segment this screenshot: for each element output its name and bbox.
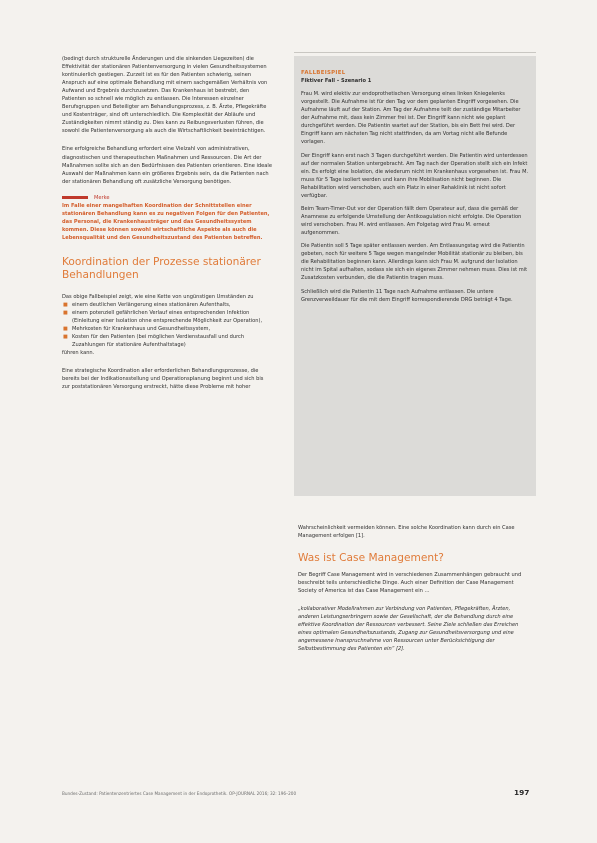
- merke-text: Im Falle einer mangelhaften Koordination der Schnittstellen einer stationären Behandlung kann es zu negativen Folgen für den Patienten, das Personal, die Krankenhausträger und das Gesundheitssystem kommen. Diese können sowohl wirtschaftliche Aspekte als auch die Lebensqualität und den Gesundheitszustand des Patienten betreffen.: [62, 202, 270, 241]
- body-paragraph: Der Begriff Case Management wird in verschiedenen Zusammenhängen gebraucht und beschreibt teils unterschiedliche Dinge. Auch einer Definition der Case Management Society of America ist das Case Management ein …: [298, 571, 522, 594]
- case-paragraph: Die Patientin soll 5 Tage später entlassen werden. Am Entlassungstag wird die Patientin gebeten, noch für weitere 5 Tage wegen mangelnder Mobilität stationär zu bleiben, bis die Rehabilitation beginnen kann. Allerdings kann sich Frau M. aufgrund der Isolation nicht im Spital aufhalten, sodass sie sich ein eigenes Zimmer nehmen muss. Dies ist mit Zusatzkosten verbunden, die die Patientin tragen muss.: [301, 243, 528, 282]
- left-column: [62, 55, 272, 392]
- list-item-text: Mehrkosten für Krankenhaus und Gesundheitssystem,: [72, 326, 211, 333]
- merke-bar-icon: [62, 196, 88, 199]
- definition-quote: „kollaborativer Modellrahmen zur Verbindung von Patienten, Pflegekräften, Ärzten, anderen Leistungserbringern sowie der Gesellschaft, der die Behandlung durch eine effektive Koordination der Ressourcen verbessert. Seine Ziele schließen das Erreichen eines optimalen Gesundheitszustands, Zugang zur Gesundheitsversorgung und eine angemessene Inanspruchnahme von Ressourcen unter Berücksichtigung der Selbstbestimmung des Patienten ein“ [2].: [298, 605, 519, 652]
- list-item-text: Kosten für den Patienten (bei möglichen Verdienstausfall und durch Zuzahlungen für stationäre Aufenthaltstage): [72, 334, 245, 349]
- case-box-divider: [294, 52, 536, 53]
- right-column: [298, 524, 530, 653]
- bullet-icon: ■: [63, 334, 68, 341]
- case-box-label: FALLBEISPIEL: [301, 70, 346, 76]
- list-item: [62, 301, 272, 309]
- page-number: 197: [514, 788, 530, 797]
- case-paragraph: Schließlich wird die Patientin 11 Tage nach Aufnahme entlassen. Die untere Grenzverweildauer für die mit dem Eingriff korrespondierende DRG beträgt 4 Tage.: [301, 288, 513, 303]
- case-paragraph: Beim Team-Timer-Out vor der Operation fällt dem Operateur auf, dass die gemäß der Anamnese zu erfolgende Umstellung der Antikoagulation nicht erfolgte. Die Operation wird verschoben. Frau M. wird entlassen. Am Folgetag wird Frau M. erneut aufgenommen.: [301, 205, 522, 237]
- body-paragraph: Eine erfolgreiche Behandlung erfordert eine Vielzahl von administrativen, diagnostischen und therapeutischen Maßnahmen und Ressourcen. Die Art der Maßnahmen sollte sich an den Bedürfnissen des Patienten orientieren. Eine ideale Auswahl der Maßnahmen kann ein größeres Ergebnis sein, da die Patienten nach der stationären Behandlung oft zusätzliche Versorgung benötigen.: [62, 146, 272, 185]
- case-paragraph: Der Eingriff kann erst nach 3 Tagen durchgeführt werden. Die Patientin wird unterdessen auf der normalen Station untergebracht. Am Tag nach der Operation stellt sich ein Infekt ein. Es erfolgt eine Isolation, die wiederum nicht im Krankenhaus vorgesehen ist. Frau M. muss für 5 Tage isoliert werden und kann ihre Mobilisation nicht beginnen. Die Rehabilitation wird verschoben, auch ein Platz in einer Rehaklinik ist nicht sofort verfügbar.: [301, 152, 529, 199]
- list-item: [62, 309, 272, 325]
- list-item-text: einem potenziell gefährlichen Verlauf eines entsprechenden Infektion (Einleitung einer Isolation ohne entsprechende Möglichkeit zur Operation),: [72, 310, 263, 325]
- section-heading: Koordination der Prozesse stationärer Behandlungen: [62, 255, 261, 282]
- list-item-text: einem deutlichen Verlängerung eines stationären Aufenthalts,: [72, 302, 231, 309]
- body-paragraph: (bedingt durch strukturelle Änderungen und die sinkenden Liegezeiten) die Effektivität der stationären Patientenversorgung in vielen Gesundheitssystemen kontinuierlich gestiegen. Zurzeit ist es für den Patienten schwierig, seinen Anspruch auf eine optimale Behandlung mit einem sachgemäßen Verhältnis von Aufwand und Ergebnis durchzusetzen. Das Krankenhaus ist bestrebt, den Patienten so schnell wie möglich zu entlassen. Die Interessen einzelner Berufsgruppen und Beteiligter am Behandlungsprozess, z. B. Ärzte, Pflegekräfte und Kostenträger, sind oft unterschiedlich. Die Komplexität der Abläufe und Zuständigkeiten nimmt ständig zu. Dies kann zu Reibungsverlusten führen, die sowohl die Patientenversorgung als auch die Wirtschaftlichkeit beeinträchtigen.: [62, 56, 268, 135]
- case-box: [294, 56, 536, 496]
- body-paragraph: Das obige Fallbeispiel zeigt, wie eine Kette von ungünstigen Umständen zu: [62, 293, 254, 300]
- body-paragraph: Eine strategische Koordination aller erforderlichen Behandlungsprozesse, die bereits bei der Indikationsstellung und Operationsplanung beginnt und sich bis zur poststationären Versorgung erstreckt, hätte diese Probleme mit hoher: [62, 368, 264, 391]
- list-item: [62, 333, 272, 349]
- right-heading: Was ist Case Management?: [298, 552, 444, 565]
- bullet-list: [62, 301, 272, 349]
- list-item: [62, 325, 272, 333]
- body-paragraph: führen kann.: [62, 350, 95, 357]
- case-box-title: Fiktiver Fall – Szenario 1: [301, 78, 372, 85]
- bullet-icon: ■: [63, 310, 68, 317]
- bullet-icon: ■: [63, 302, 68, 309]
- merke-header: [62, 194, 272, 202]
- bullet-icon: ■: [63, 326, 68, 333]
- footer-citation: Bundes-Zustand: Patientenzentriertes Case Management in der Endoprothetik. OP-JOURNAL 2016; 32: 196–200: [62, 791, 297, 796]
- case-paragraph: Frau M. wird elektiv zur endoprothetischen Versorgung eines linken Kniegelenks vorgestellt. Die Aufnahme ist für den Tag vor dem geplanten Eingriff vorgesehen. Die Aufnahme läuft auf der Station. Am Tag der Aufnahme teilt der zuständige Mitarbeiter der Aufnahme mit, dass kein Zimmer frei ist. Der Eingriff kann nicht wie geplant durchgeführt werden. Die Patientin wartet auf der Station, bis ein Bett frei wird. Der Eingriff kann am nächsten Tag nicht stattfinden, da am Vortag nicht alle Befunde vorlagen.: [301, 91, 521, 146]
- body-paragraph: Wahrscheinlichkeit vermeiden können. Eine solche Koordination kann durch ein Case Management erfolgen [1].: [298, 525, 515, 540]
- merke-label: Merke: [94, 194, 110, 201]
